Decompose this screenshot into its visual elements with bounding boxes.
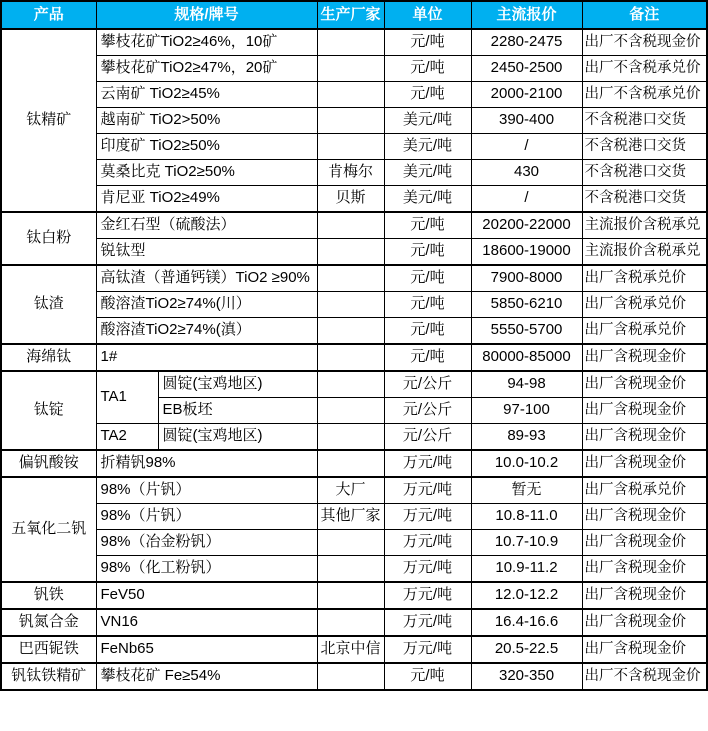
product-cell: 钛白粉 [1,212,96,265]
unit-cell: 元/吨 [384,239,471,266]
product-cell: 钒氮合金 [1,609,96,636]
maker-cell [317,108,384,134]
note-cell: 出厂含税现金价 [582,450,707,477]
spec-cell: 98%（冶金粉钒） [96,530,317,556]
maker-cell [317,424,384,451]
table-row [1,344,707,371]
unit-cell: 元/吨 [384,212,471,239]
maker-cell [317,239,384,266]
table-row [1,292,707,318]
table-row [1,134,707,160]
note-cell: 出厂含税现金价 [582,530,707,556]
price-cell: 12.0-12.2 [471,582,582,609]
maker-cell [317,663,384,690]
unit-cell: 万元/吨 [384,636,471,663]
unit-cell: 万元/吨 [384,450,471,477]
price-cell: / [471,186,582,213]
unit-cell: 元/吨 [384,292,471,318]
table-row [1,530,707,556]
price-cell: 20200-22000 [471,212,582,239]
product-cell: 钛渣 [1,265,96,344]
table-row [1,582,707,609]
maker-cell [317,556,384,583]
table-row [1,108,707,134]
price-cell: 430 [471,160,582,186]
unit-cell: 元/吨 [384,663,471,690]
product-cell: 钛精矿 [1,29,96,212]
note-cell: 出厂不含税现金价 [582,663,707,690]
spec-cell: 莫桑比克 TiO2≥50% [96,160,317,186]
note-cell: 出厂含税承兑价 [582,318,707,345]
table-row [1,609,707,636]
unit-cell: 万元/吨 [384,530,471,556]
unit-cell: 美元/吨 [384,160,471,186]
table-row [1,504,707,530]
note-cell: 出厂含税现金价 [582,424,707,451]
price-cell: 7900-8000 [471,265,582,292]
spec-cell: FeNb65 [96,636,317,663]
note-cell: 出厂含税现金价 [582,504,707,530]
note-cell: 出厂不含税承兑价 [582,56,707,82]
spec-cell: 98%（化工粉钒） [96,556,317,583]
col-header-spec: 规格/牌号 [96,1,317,29]
note-cell: 不含税港口交货 [582,160,707,186]
note-cell: 不含税港口交货 [582,186,707,213]
spec-cell: 圆锭(宝鸡地区) [158,424,317,451]
table-row [1,450,707,477]
col-header-price: 主流报价 [471,1,582,29]
spec-cell: 锐钛型 [96,239,317,266]
maker-cell [317,582,384,609]
note-cell: 出厂含税承兑价 [582,265,707,292]
note-cell: 主流报价含税承兑 [582,239,707,266]
price-cell: 2280-2475 [471,29,582,56]
product-cell: 海绵钛 [1,344,96,371]
product-cell: 钛锭 [1,371,96,450]
maker-cell [317,318,384,345]
col-header-maker: 生产厂家 [317,1,384,29]
spec-cell: 攀枝花矿 Fe≥54% [96,663,317,690]
col-header-note: 备注 [582,1,707,29]
maker-cell: 北京中信 [317,636,384,663]
product-cell: 钒钛铁精矿 [1,663,96,690]
price-cell: 暂无 [471,477,582,504]
col-header-product: 产品 [1,1,96,29]
table-row [1,265,707,292]
price-cell: 97-100 [471,398,582,424]
maker-cell [317,292,384,318]
unit-cell: 元/吨 [384,29,471,56]
price-cell: 10.8-11.0 [471,504,582,530]
price-cell: 20.5-22.5 [471,636,582,663]
unit-cell: 万元/吨 [384,556,471,583]
unit-cell: 元/吨 [384,56,471,82]
unit-cell: 元/吨 [384,82,471,108]
note-cell: 主流报价含税承兑 [582,212,707,239]
note-cell: 出厂含税承兑价 [582,292,707,318]
note-cell: 出厂含税现金价 [582,371,707,398]
maker-cell: 肯梅尔 [317,160,384,186]
note-cell: 出厂含税现金价 [582,344,707,371]
price-cell: 2450-2500 [471,56,582,82]
spec-cell: 圆锭(宝鸡地区) [158,371,317,398]
table-row [1,663,707,690]
spec-cell: 攀枝花矿TiO2≥46%，10矿 [96,29,317,56]
note-cell: 出厂含税现金价 [582,556,707,583]
price-cell: 320-350 [471,663,582,690]
price-cell: 5850-6210 [471,292,582,318]
spec-cell: EB板坯 [158,398,317,424]
price-cell: 16.4-16.6 [471,609,582,636]
col-header-unit: 单位 [384,1,471,29]
unit-cell: 美元/吨 [384,186,471,213]
spec-cell: 肯尼亚 TiO2≥49% [96,186,317,213]
table-row [1,56,707,82]
price-cell: 80000-85000 [471,344,582,371]
maker-cell [317,265,384,292]
price-cell: 10.7-10.9 [471,530,582,556]
unit-cell: 元/公斤 [384,398,471,424]
unit-cell: 元/吨 [384,318,471,345]
grade-cell: TA2 [96,424,158,451]
unit-cell: 万元/吨 [384,582,471,609]
price-cell: 10.9-11.2 [471,556,582,583]
unit-cell: 美元/吨 [384,134,471,160]
table-row [1,212,707,239]
spec-cell: 金红石型（硫酸法） [96,212,317,239]
maker-cell [317,371,384,398]
unit-cell: 元/公斤 [384,371,471,398]
grade-cell: TA1 [96,371,158,424]
maker-cell [317,134,384,160]
product-cell: 钒铁 [1,582,96,609]
table-row [1,636,707,663]
unit-cell: 万元/吨 [384,609,471,636]
spec-cell: 印度矿 TiO2≥50% [96,134,317,160]
note-cell: 出厂含税现金价 [582,398,707,424]
product-cell: 巴西铌铁 [1,636,96,663]
product-cell: 偏钒酸铵 [1,450,96,477]
spec-cell: 攀枝花矿TiO2≥47%，20矿 [96,56,317,82]
price-cell: 10.0-10.2 [471,450,582,477]
maker-cell: 贝斯 [317,186,384,213]
maker-cell [317,56,384,82]
table-row [1,424,707,451]
maker-cell [317,398,384,424]
unit-cell: 美元/吨 [384,108,471,134]
unit-cell: 元/公斤 [384,424,471,451]
maker-cell: 大厂 [317,477,384,504]
spec-cell: 折精钒98% [96,450,317,477]
product-cell: 五氧化二钒 [1,477,96,582]
price-cell: 2000-2100 [471,82,582,108]
spec-cell: 越南矿 TiO2>50% [96,108,317,134]
table-row [1,160,707,186]
spec-cell: FeV50 [96,582,317,609]
spec-cell: 1# [96,344,317,371]
note-cell: 出厂不含税承兑价 [582,82,707,108]
unit-cell: 元/吨 [384,265,471,292]
maker-cell [317,450,384,477]
price-cell: 5550-5700 [471,318,582,345]
spec-cell: 云南矿 TiO2≥45% [96,82,317,108]
note-cell: 出厂含税现金价 [582,636,707,663]
spec-cell: 高钛渣（普通钙镁）TiO2 ≥90% [96,265,317,292]
spec-cell: VN16 [96,609,317,636]
table-row [1,318,707,345]
maker-cell [317,212,384,239]
maker-cell [317,29,384,56]
unit-cell: 万元/吨 [384,504,471,530]
header-row [1,1,707,29]
note-cell: 不含税港口交货 [582,134,707,160]
note-cell: 出厂含税承兑价 [582,477,707,504]
table-row [1,82,707,108]
spec-cell: 98%（片钒） [96,504,317,530]
maker-cell [317,82,384,108]
unit-cell: 万元/吨 [384,477,471,504]
table-row [1,186,707,213]
table-row [1,371,707,398]
spec-cell: 酸溶渣TiO2≥74%(滇） [96,318,317,345]
maker-cell: 其他厂家 [317,504,384,530]
maker-cell [317,344,384,371]
price-cell: 89-93 [471,424,582,451]
price-cell: 94-98 [471,371,582,398]
table-row [1,556,707,583]
spec-cell: 酸溶渣TiO2≥74%(川） [96,292,317,318]
note-cell: 出厂含税现金价 [582,582,707,609]
spec-cell: 98%（片钒） [96,477,317,504]
table-row [1,239,707,266]
price-cell: 18600-19000 [471,239,582,266]
unit-cell: 元/吨 [384,344,471,371]
maker-cell [317,609,384,636]
price-cell: 390-400 [471,108,582,134]
note-cell: 不含税港口交货 [582,108,707,134]
price-cell: / [471,134,582,160]
table-row [1,29,707,56]
note-cell: 出厂不含税现金价 [582,29,707,56]
note-cell: 出厂含税现金价 [582,609,707,636]
maker-cell [317,530,384,556]
table-row [1,477,707,504]
